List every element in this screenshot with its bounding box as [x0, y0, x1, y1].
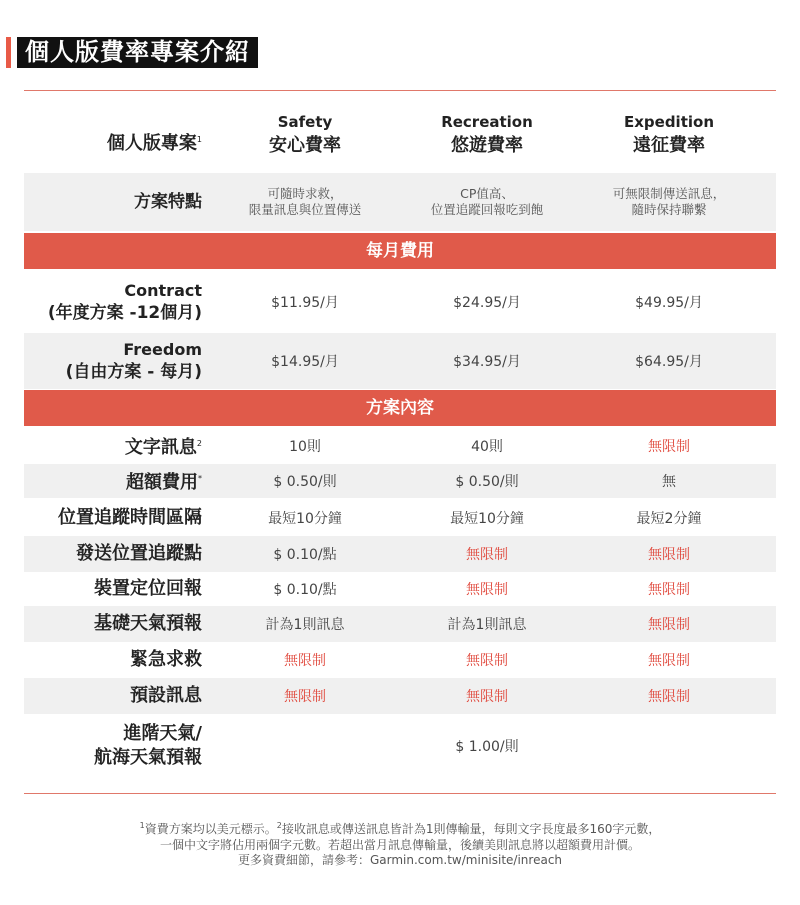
- freedom-row: [24, 333, 776, 389]
- contract-recreation-price: $24.95/月: [453, 295, 521, 311]
- contract-expedition-price: $49.95/月: [635, 295, 703, 311]
- content-row-value: 無限制: [284, 653, 326, 669]
- content-row-value: 40則: [471, 439, 503, 455]
- table-header-row: [24, 100, 776, 168]
- bottom-divider: [24, 793, 776, 794]
- features-expedition: 可無限制傳送訊息， 隨時保持聯繫: [612, 186, 726, 217]
- content-row: [24, 606, 776, 642]
- content-row-value: 無限制: [648, 653, 690, 669]
- content-row-label: 文字訊息$^2$: [124, 437, 202, 458]
- features-safety: 可隨時求救， 限量訊息與位置傳送: [248, 186, 362, 217]
- content-row-value: 無限制: [466, 689, 508, 705]
- content-row-label: 緊急求救: [130, 649, 202, 670]
- page-title: [6, 37, 258, 68]
- content-row-value: 10則: [289, 439, 321, 455]
- monthly-fee-band: 每月費用: [24, 233, 776, 269]
- content-row: [24, 678, 776, 714]
- content-row-value: 無限制: [648, 617, 690, 633]
- content-row-value: $ 0.50/則: [455, 474, 519, 490]
- content-row-value: $ 0.10/點: [273, 547, 337, 563]
- content-row-value: 無限制: [648, 547, 690, 563]
- advanced-weather-label: 進階天氣/ 航海天氣預報: [94, 723, 202, 768]
- content-row-value: 無限制: [466, 653, 508, 669]
- content-row-value: 最短10分鐘: [268, 511, 342, 527]
- footnote-line-1: $^1$資費方案均以美元標示。$^2$接收訊息或傳送訊息皆計為1則傳輸量，每則文字長度最多160字元數，: [139, 821, 661, 836]
- content-row-label: 裝置定位回報: [94, 578, 202, 599]
- content-row-label: 發送位置追蹤點: [76, 543, 202, 564]
- content-row: [24, 536, 776, 572]
- plan-header-label: 個人版專案$^1$: [106, 133, 202, 154]
- plan-header-safety: Safety 安心費率: [269, 113, 341, 156]
- content-row-label: 超額費用*: [126, 472, 202, 493]
- content-row-label: 基礎天氣預報: [94, 613, 202, 634]
- freedom-label: Freedom (自由方案 - 每月): [65, 340, 202, 382]
- plan-header-expedition: Expedition 遠征費率: [623, 113, 714, 156]
- content-row-value: $ 0.50/則: [273, 474, 337, 490]
- content-row: [24, 642, 776, 678]
- footnote-line-3: 更多資費細節，請參考：Garmin.com.tw/minisite/inreach: [237, 853, 563, 867]
- content-row-value: 無限制: [648, 439, 690, 455]
- advanced-weather-row: [24, 716, 776, 776]
- content-row-value: 無限制: [648, 582, 690, 598]
- content-row-value: 無限制: [466, 547, 508, 563]
- content-row-value: 無: [662, 474, 676, 490]
- top-divider: [24, 90, 776, 91]
- content-row-label: 預設訊息: [130, 685, 202, 706]
- title-accent-bar: [6, 37, 11, 68]
- content-row-value: 計為1則訊息: [265, 617, 345, 633]
- content-row-value: 計為1則訊息: [447, 617, 527, 633]
- content-row: [24, 500, 776, 536]
- advanced-weather-price: $ 1.00/則: [455, 739, 519, 755]
- contract-row: [24, 275, 776, 329]
- content-row-value: 無限制: [284, 689, 326, 705]
- content-row: [24, 572, 776, 606]
- footnote-line-2: 一個中文字將佔用兩個字元數。若超出當月訊息傳輸量，後續美則訊息將以超額費用計價。: [159, 838, 640, 852]
- page-title-text: 個人版費率專案介紹: [17, 37, 258, 68]
- content-row-value: 最短2分鐘: [636, 511, 702, 527]
- features-recreation: CP值高、 位置追蹤回報吃到飽: [430, 186, 544, 217]
- content-row: [24, 464, 776, 498]
- content-row: [24, 428, 776, 464]
- plan-header-recreation: Recreation 悠遊費率: [441, 113, 533, 156]
- freedom-recreation-price: $34.95/月: [453, 354, 521, 370]
- freedom-expedition-price: $64.95/月: [635, 354, 703, 370]
- plan-content-band: 方案內容: [24, 390, 776, 426]
- freedom-safety-price: $14.95/月: [271, 354, 339, 370]
- features-row: [24, 173, 776, 231]
- contract-label: Contract (年度方案 -12個月): [47, 281, 202, 323]
- contract-safety-price: $11.95/月: [271, 295, 339, 311]
- content-row-value: 無限制: [466, 582, 508, 598]
- content-row-value: $ 0.10/點: [273, 582, 337, 598]
- content-row-value: 無限制: [648, 689, 690, 705]
- content-row-value: 最短10分鐘: [450, 511, 524, 527]
- features-label: 方案特點: [134, 192, 202, 212]
- content-row-label: 位置追蹤時間區隔: [58, 507, 202, 528]
